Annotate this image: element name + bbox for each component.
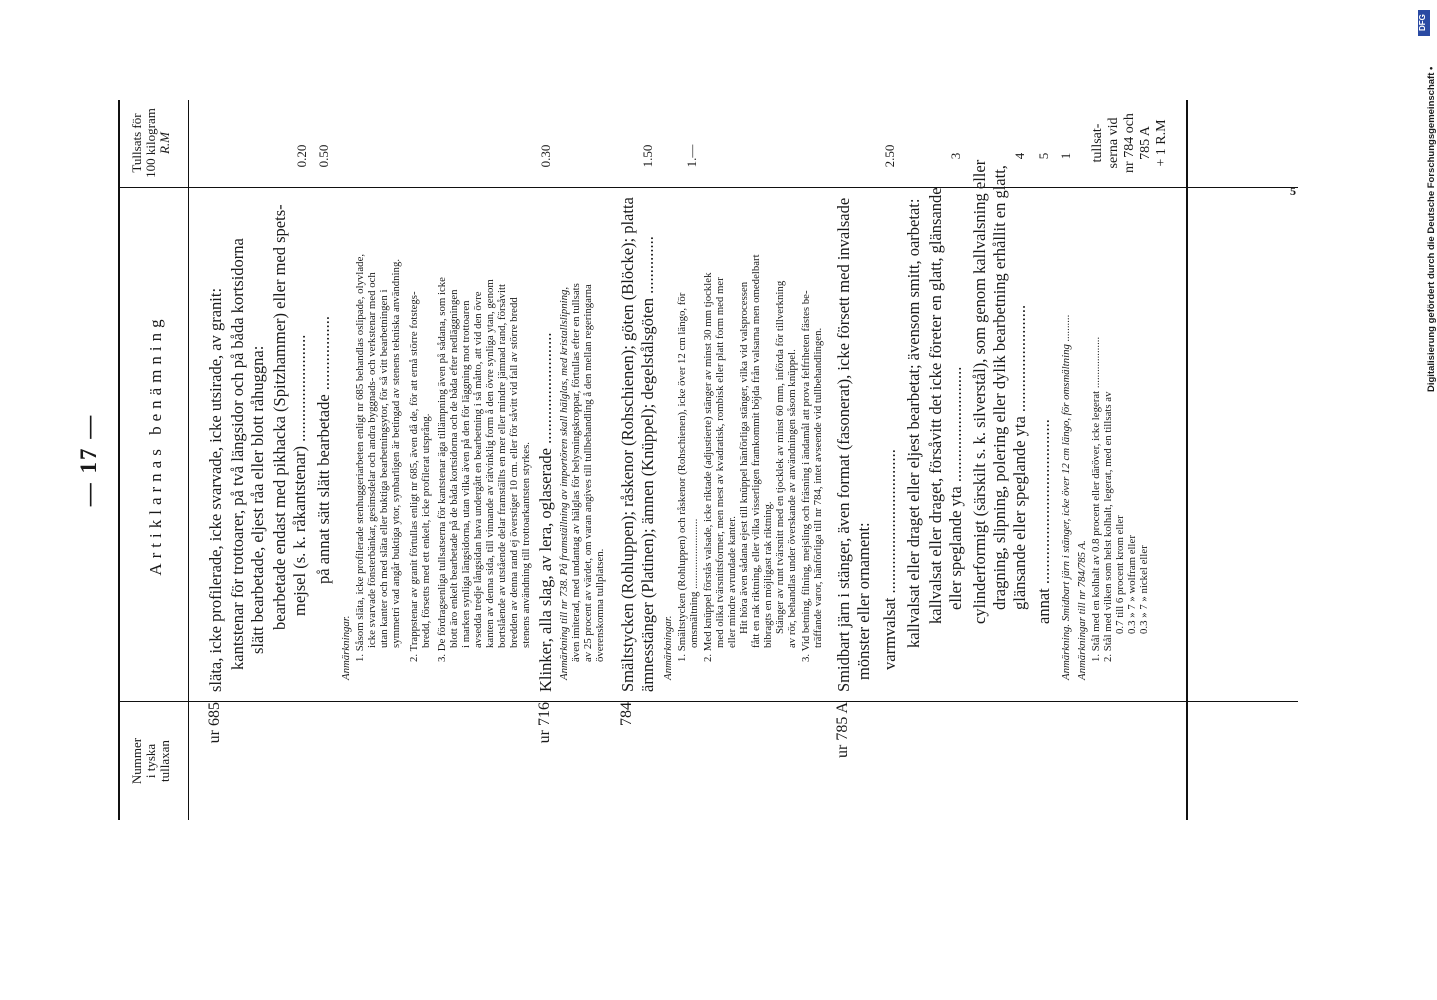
alloy-rate-line: 785 A	[1138, 126, 1153, 160]
note-heading: Anmärkningar till nr 784/785 A.	[1076, 540, 1088, 680]
note-line: 2. Trappstenar av granit förtullas enligt nr 685, även då de, för att ernå större fotstegs-	[408, 291, 420, 662]
num-col-line: Nummer	[129, 737, 144, 785]
tariff-number: 784	[618, 702, 635, 726]
article-line: Klinker, alla slag, av lera, oglaserade ...........................	[536, 332, 555, 692]
col-divider-1	[118, 701, 1298, 702]
note-line: bredd, försetts med ett enkelt, icke profilerat utsprång.	[420, 413, 432, 648]
article-line: mönster eller ornament:	[854, 522, 873, 680]
tariff-number: ur 785 A	[834, 702, 851, 758]
article-line: släta, icke profilerade, icke svarvade, icke utsirade, av granit:	[206, 287, 225, 692]
rate-col-line: Tullsats för	[129, 113, 144, 173]
article-line: eller speglande yta ............................	[946, 366, 965, 610]
num-col-header	[130, 708, 172, 814]
rate-col-line: 100 kilogram	[143, 108, 158, 178]
header-rule	[188, 100, 189, 820]
note-line: 1. Stål med en kolhalt av 0.8 procent eller däröver, icke legerat ...................	[1090, 336, 1102, 662]
corner-mark: 5	[1290, 184, 1296, 198]
digitization-credit: Digitalisierung gefördert durch die Deutsche Forschungsgemeinschaft •	[1426, 66, 1437, 392]
article-line: Smidbart järn i stänger, även format (fasonerat), icke försett med invalsade	[834, 197, 853, 692]
article-line: varmvalsat ...................................	[880, 449, 899, 670]
tariff-rate: 3	[948, 152, 963, 160]
note-line: eller mindre avrundade kanter.	[726, 516, 738, 648]
article-line: kallvalsat eller draget eller eljest bearbetat; ävensom smitt, oarbetat:	[904, 198, 923, 648]
tariff-rate: 1	[1058, 152, 1073, 160]
rate-col-line: R.M	[157, 131, 172, 155]
tariff-rate: 0.30	[538, 144, 553, 168]
article-line: på annat sätt slätt bearbetade ..................	[314, 315, 333, 584]
alloy-rate-line: tullsat-	[1090, 123, 1105, 163]
col-divider-2	[118, 187, 1298, 188]
alloy-rate-block	[1090, 100, 1170, 186]
note-line: kanten av denna sida, till vinnande av rätvinklig form å den övre synliga ytan, genom	[484, 279, 496, 648]
num-col-line: tullaxan	[157, 740, 172, 782]
note-line: träffande varor, hänförliga till nr 784, intet avseende vid tullbehandlingen.	[812, 327, 824, 648]
note-line: omsmältning ..........................	[688, 518, 700, 648]
article-line: kantstenar för trottoarer, på två längsidor och på båda kortsidorna	[228, 238, 247, 670]
note-line: 3. Vid betning, filning, mejsling och fräsning i ändamål att prova felfriheten fästes be-	[800, 290, 812, 662]
article-line: cylinderformigt (särskilt s. k. silverstål), som genom kallvalsning eller	[970, 159, 989, 624]
page-body	[76, 100, 1298, 820]
tariff-rate: 4	[1012, 152, 1027, 160]
alloy-rate-line: serna vid	[1106, 117, 1121, 169]
note-line: Anmärkning till nr 738. På framställning av importören skall hälglas, med kristallslipning,	[558, 286, 570, 680]
note-line: 2. Med knüppel förstås valsade, icke riktade (adjustierte) stänger av minst 30 mm tjocklek	[702, 272, 714, 662]
note-line: 0.7 till 6 procent krom eller	[1114, 515, 1126, 634]
tariff-number: ur 716	[536, 702, 553, 744]
article-line: bearbetade endast med pikhacka (Spitzhammer) eller med spets-	[270, 204, 289, 630]
note-line: 0.3 » 7 » wolfram eller	[1126, 535, 1138, 634]
note-line: 2. Stål med vilken som helst kolhalt, legerat, med en tillsats av	[1102, 391, 1114, 662]
dfg-logo-icon: DFG	[1418, 10, 1430, 36]
note-line: avsedda tredje långsidan hava undergått en bearbetning i så måtto, att vid den övre	[472, 291, 484, 648]
tariff-rate: 2.50	[882, 144, 897, 168]
note-line: stenens användning till trottoarkantsten styrkes.	[520, 441, 532, 648]
note-line: 1. Såsom släta, icke profilerade stenhuggeriarbeten enligt nr 685 behandlas oslipade, olyvlade,	[354, 253, 366, 662]
tariff-rate: 0.20	[294, 144, 309, 168]
note-line: med olika tvärsnittsformer, men mest av kvadratisk, rombisk eller platt form med mer	[714, 277, 726, 648]
article-line: slätt bearbetade, eljest råa eller blott råhuggna:	[248, 345, 267, 654]
note-line: 1. Smältstycken (Rohluppen) och råskenor (Rohschienen), icke över 12 cm längo, för	[676, 292, 688, 662]
note-line: bredden av denna rand ej överstiger 10 cm. eller för såvitt vid fall av större bredd	[508, 297, 520, 648]
rate-col-header	[130, 100, 172, 186]
article-line: glänsande eller speglande yta ..........................	[1010, 304, 1029, 610]
tariff-number: ur 685	[206, 702, 223, 744]
alloy-rate-line: + 1 R.M	[1154, 119, 1169, 167]
article-line: annat ........................................	[1034, 419, 1053, 624]
tariff-rate: 1.—	[684, 144, 699, 168]
note-line: bibragts en möjligast rak riktning.	[762, 501, 774, 648]
article-line: kallvalsat eller draget, försåvitt det icke företer en glatt, glänsande	[926, 187, 945, 624]
note-line: av rör, behandlas under överskande av användningen såsom knüppel.	[786, 349, 798, 648]
note-line: även imiterad, med undantag av hälglas för belysningskroppar, förtullas efter en tullsats	[570, 283, 582, 662]
note-line: 0.3 » 7 » nickel eller	[1138, 545, 1150, 634]
top-rule	[118, 100, 120, 820]
note-line: symmetri vad angår buktiga ytor, synbarligen är betingad av stenens tekniska användning.	[390, 258, 402, 648]
article-line: mejsel (s. k. råkantstenar) ..........................	[290, 334, 309, 616]
bottom-rule	[1186, 100, 1188, 820]
note-heading: Anmärkningar.	[340, 615, 352, 680]
note-line: av 25 procent av värdet, om varan angives till tullbehandling å den mellan regeringarna	[582, 284, 594, 662]
note-heading: Anmärkningar.	[662, 615, 674, 680]
tariff-rate: 1.50	[640, 144, 655, 168]
note-line: fått en rak riktning, eller vilka visserligen framkommit böjda från valsarna men omedelbart	[750, 254, 762, 648]
note-line: Stänger av runt tvärsnitt med en tjocklek av minst 60 mm, införda för tillverkning	[774, 280, 786, 634]
num-col-line: i tyska	[143, 743, 158, 779]
note-line: 3. De fördragsenliga tullsatserna för kantstenar äga tillämpning även på sådana, som icke	[436, 277, 448, 662]
tariff-rate: 5	[1036, 152, 1051, 160]
note-line: blott äro enkelt bearbetade på de båda kortsidorna och de båda efter nedläggningen	[448, 289, 460, 648]
rotated-page	[76, 100, 1298, 820]
alloy-rate-line: nr 784 och	[1122, 113, 1137, 173]
note-line: bortslående av utstående delar framställts en mer eller mindre jämnad rand, försåvitt	[496, 284, 508, 648]
article-line: Smältstycken (Rohluppen); råskenor (Rohschienen); göten (Blöcke); platta	[618, 197, 637, 692]
note-line: Anmärkning. Smidbart järn i stänger, icke över 12 cm längo, för omsmältning ..........	[1060, 314, 1072, 680]
article-line: dragning, slipning, polering eller dylik bearbetning erhållit en glatt,	[990, 165, 1009, 610]
page-number: — 17 —	[76, 413, 101, 507]
note-line: icke svarvade fönsterbänkar, gesimsdelar och andra byggnads- och verkstenar med och	[366, 272, 378, 648]
article-col-header: Artiklarnas benämning	[146, 314, 165, 576]
article-line: ämnesstänger (Platinen); ämnen (Knüppel); degelstålsgöten ..............	[638, 236, 657, 692]
note-line: i marken synliga längsidorna, utan vilka även på den för läggning mot trottoaren	[460, 300, 472, 648]
note-line: Hit höra även sådana ejest till knüppel hänförliga stänger, vilka vid valsprocessen	[738, 281, 750, 634]
note-line: överenskomna tullplatsen.	[594, 548, 606, 662]
tariff-rate: 0.50	[316, 144, 331, 168]
note-line: utan kanter och med släta eller buktiga bearbetningsytor, för så vitt bearbetningen i	[378, 289, 390, 648]
